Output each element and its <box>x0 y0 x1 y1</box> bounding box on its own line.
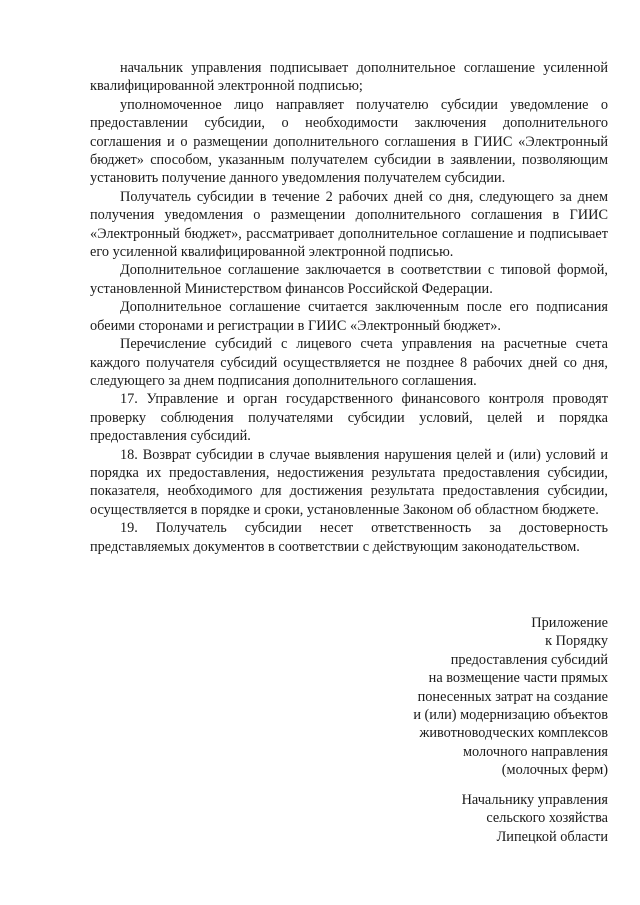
paragraph-6: Перечисление субсидий с лицевого счета управления на расчетные счета каждого получателя субсидий осуществляется не позднее 8 рабочих дней со дня, следующего за днем подписания дополнительного соглашения. <box>90 336 608 389</box>
paragraph-5: Дополнительное соглашение считается заключенным после его подписания обеими сторонами и регистрации в ГИИС «Электронный бюджет». <box>90 299 608 334</box>
paragraph-9: 19. Получатель субсидии несет ответственность за достоверность представляемых документов в соответствии с действующим законодательством. <box>90 520 608 555</box>
appendix-line: и (или) модернизацию объектов <box>413 707 608 724</box>
paragraph-4: Дополнительное соглашение заключается в соответствии с типовой формой, установленной Министерством финансов Российской Федерации. <box>90 262 608 297</box>
appendix-line: животноводческих комплексов <box>419 725 608 742</box>
appendix-line: Приложение <box>531 615 608 631</box>
document-body <box>90 59 608 556</box>
addressee-line: Начальнику управления <box>461 792 608 808</box>
appendix-line: на возмещение части прямых <box>428 670 608 687</box>
addressee-line: Липецкой области <box>496 828 608 845</box>
appendix-line: предоставления субсидий <box>450 651 608 668</box>
appendix-line: к Порядку <box>545 633 608 650</box>
appendix-line: понесенных затрат на создание <box>417 688 608 705</box>
appendix-line: молочного направления <box>462 743 608 760</box>
appendix-line: (молочных ферм) <box>501 762 608 779</box>
appendix-header <box>308 614 608 780</box>
paragraph-1: начальник управления подписывает дополнительное соглашение усиленной квалифицированной электронной подписью; <box>90 60 608 95</box>
addressee-line: сельского хозяйства <box>486 810 608 827</box>
paragraph-3: Получатель субсидии в течение 2 рабочих дней со дня, следующего за днем получения уведомления о размещении дополнительного соглашения в ГИИС «Электронный бюджет», рассматривает дополнительное соглашение и подписывает его усиленной квалифицированной электронной подписью. <box>90 188 608 261</box>
paragraph-8: 18. Возврат субсидии в случае выявления нарушения целей и (или) условий и порядка их предоставления, недостижения результата предоставления субсидии, показателя, необходимого для достижения результата предоставления субсидии, осуществляется в порядке и сроки, установленные Законом об областном бюджете. <box>90 446 608 518</box>
paragraph-7: 17. Управление и орган государственного финансового контроля проводят проверку соблюдения получателями субсидии условий, целей и порядка предоставления субсидий. <box>90 391 608 445</box>
paragraph-2: уполномоченное лицо направляет получателю субсидии уведомление о предоставлении субсидии, о необходимости заключения дополнительного соглашения и о размещении дополнительного соглашения в ГИИС «Электронный бюджет» способом, указанным получателем субсидии в заявлении, позволяющим установить получение данного уведомления получателем субсидии. <box>90 96 608 187</box>
addressee-block <box>308 791 608 846</box>
